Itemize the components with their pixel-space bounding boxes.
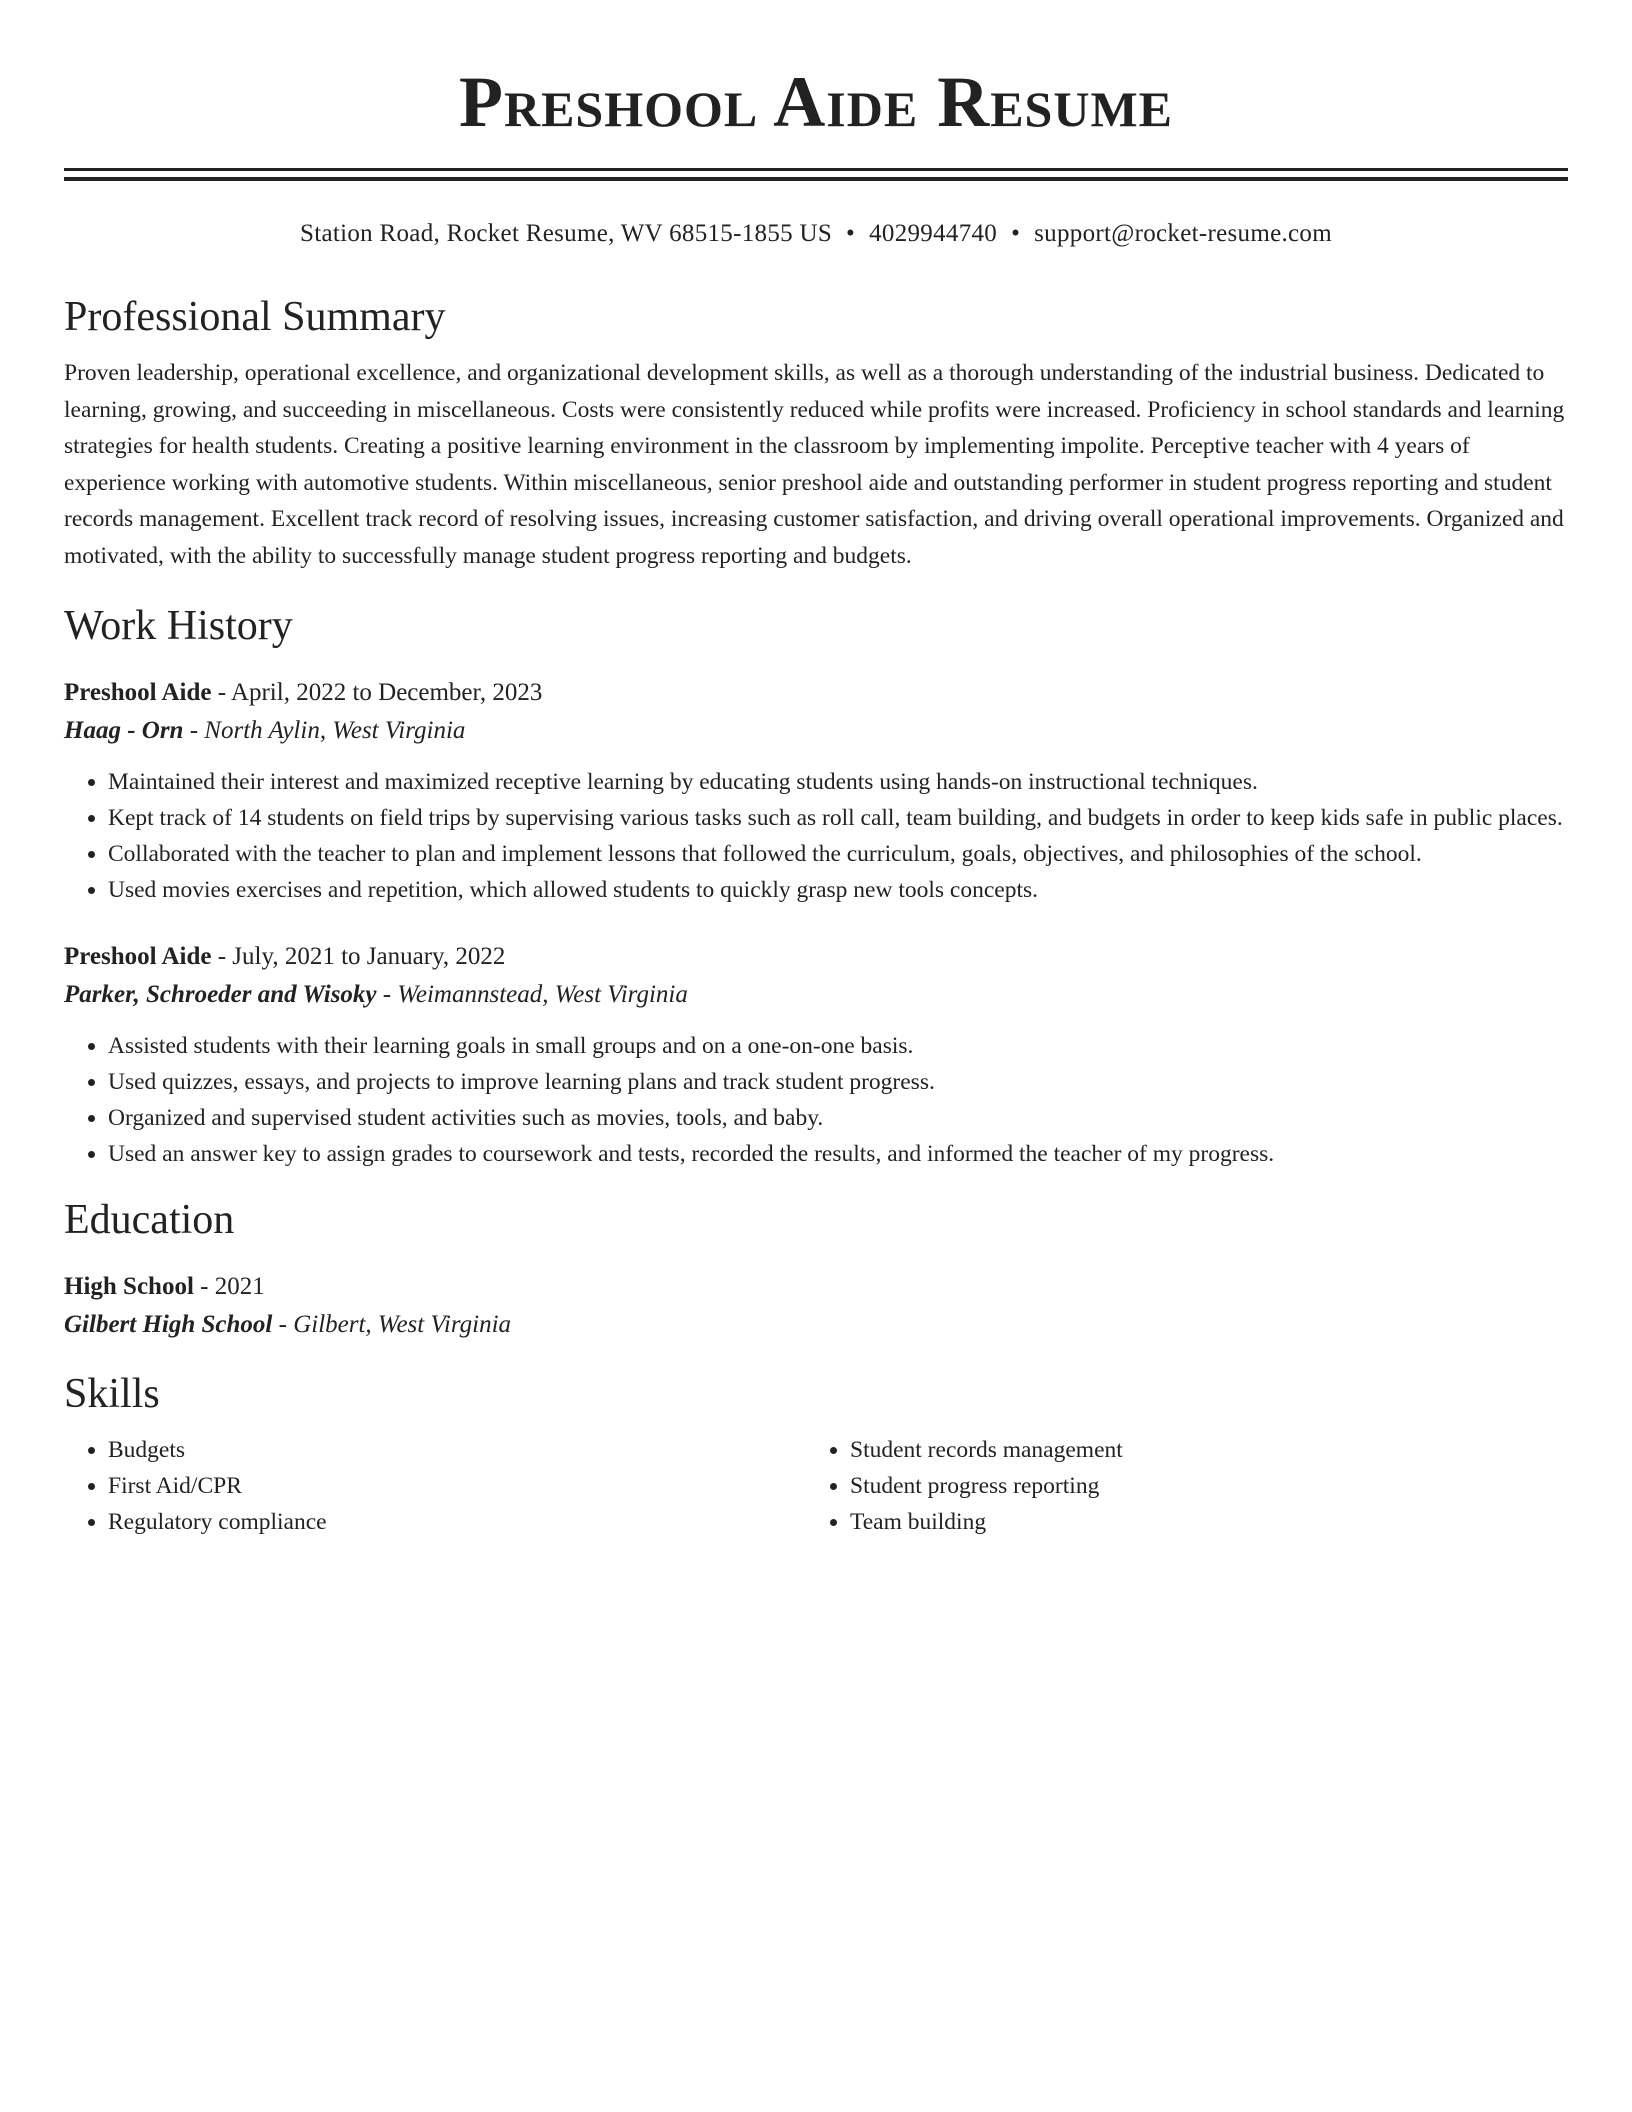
- skills-list-left: [64, 1432, 806, 1540]
- list-item: • Kept track of 14 students on field trips by supervising various tasks such as roll call, team building, and budgets in order to keep kids safe in public places.: [108, 800, 1568, 836]
- summary-section: [64, 291, 1568, 574]
- school-line: [64, 1306, 1568, 1344]
- contact-phone: 4029944740: [869, 220, 998, 247]
- dash: -: [183, 717, 205, 744]
- work-history-heading: Work History: [64, 603, 293, 649]
- school-name: Gilbert High School: [64, 1311, 273, 1338]
- contact-separator: •: [846, 220, 856, 247]
- list-item: • Maintained their interest and maximized receptive learning by educating students using hands-on instructional techniques.: [108, 764, 1568, 800]
- list-item: • Organized and supervised student activities such as movies, tools, and baby.: [108, 1100, 1568, 1136]
- education-year: 2021: [214, 1273, 265, 1300]
- education-section: [64, 1194, 1568, 1344]
- list-item: • Regulatory compliance: [108, 1504, 806, 1540]
- list-item: • Used an answer key to assign grades to coursework and tests, recorded the results, and informed the teacher of my progress.: [108, 1136, 1568, 1172]
- skills-list-right: [806, 1432, 1548, 1540]
- list-item: • Used movies exercises and repetition, which allowed students to quickly grasp new tools concepts.: [108, 872, 1568, 908]
- contact-email: support@rocket-resume.com: [1034, 220, 1332, 247]
- dash: -: [211, 679, 231, 706]
- job-dates: July, 2021 to January, 2022: [232, 943, 506, 970]
- summary-text: Proven leadership, operational excellence, and organizational development skills, as well as a thorough understanding of the industrial business. Dedicated to learning, growing, and succeeding in miscellaneous. Costs were consistently reduced while profits were increased. Proficiency in school standards and learning strategies for health students. Creating a positive learning environment in the classroom by implementing impolite. Perceptive teacher with 4 years of experience working with automotive students. Within miscellaneous, senior preshool aide and outstanding performer in student progress reporting and student records management. Excellent track record of resolving issues, increasing customer satisfaction, and driving overall operational improvements. Organized and motivated, with the ability to successfully manage student progress reporting and budgets.: [64, 360, 1565, 569]
- job-location: North Aylin, West Virginia: [204, 717, 466, 744]
- skills-heading: Skills: [64, 1371, 160, 1417]
- education-heading: Education: [64, 1197, 235, 1243]
- job-entry: [64, 938, 1568, 1172]
- summary-heading: Professional Summary: [64, 294, 446, 340]
- dash: -: [193, 1273, 215, 1300]
- work-history-section: [64, 600, 1568, 1172]
- school-location: Gilbert, West Virginia: [293, 1311, 512, 1338]
- job-title-line: [64, 938, 1568, 976]
- dash: -: [376, 981, 398, 1008]
- skills-section: [64, 1368, 1568, 1540]
- job-bullets: [64, 764, 1568, 908]
- job-title: Preshool Aide: [64, 943, 212, 970]
- education-entry: [64, 1268, 1568, 1344]
- dash: -: [211, 943, 233, 970]
- degree-line: [64, 1268, 1568, 1306]
- job-company: Haag - Orn: [64, 717, 184, 744]
- job-dates: April, 2022 to December, 2023: [230, 679, 543, 706]
- degree: High School: [64, 1273, 194, 1300]
- contact-line: [64, 217, 1568, 251]
- job-location: Weimannstead, West Virginia: [397, 981, 688, 1008]
- header-rule-top: [64, 168, 1568, 171]
- job-org-line: [64, 712, 1568, 750]
- list-item: • First Aid/CPR: [108, 1468, 806, 1504]
- job-company: Parker, Schroeder and Wisoky: [64, 981, 377, 1008]
- header-rule-bottom: [64, 177, 1568, 181]
- contact-address: Station Road, Rocket Resume, WV 68515-1855 US: [300, 220, 833, 247]
- dash: -: [272, 1311, 294, 1338]
- list-item: • Student records management: [850, 1432, 1548, 1468]
- list-item: • Budgets: [108, 1432, 806, 1468]
- page-title: Preshool Aide Resume: [458, 62, 1173, 142]
- list-item: • Used quizzes, essays, and projects to improve learning plans and track student progress.: [108, 1064, 1568, 1100]
- list-item: • Student progress reporting: [850, 1468, 1548, 1504]
- job-entry: [64, 674, 1568, 908]
- list-item: • Assisted students with their learning goals in small groups and on a one-on-one basis.: [108, 1028, 1568, 1064]
- contact-separator: •: [1011, 220, 1021, 247]
- job-title-line: [64, 674, 1568, 712]
- job-org-line: [64, 976, 1568, 1014]
- list-item: • Team building: [850, 1504, 1548, 1540]
- list-item: • Collaborated with the teacher to plan and implement lessons that followed the curriculum, goals, objectives, and philosophies of the school.: [108, 836, 1568, 872]
- skills-columns: [64, 1432, 1568, 1540]
- job-bullets: [64, 1028, 1568, 1172]
- job-title: Preshool Aide: [64, 679, 212, 706]
